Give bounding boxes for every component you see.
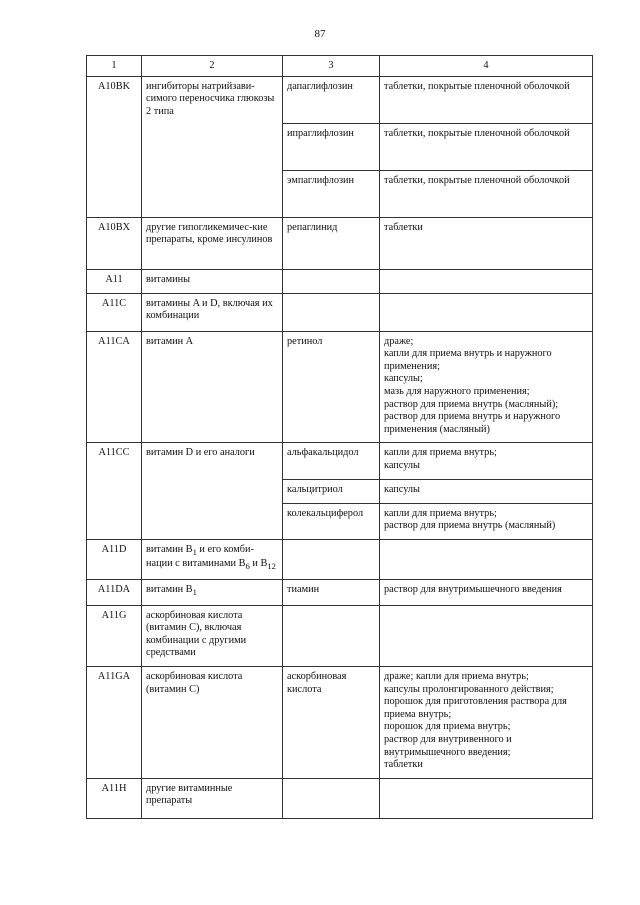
table-row: [87, 331, 593, 443]
table-row: [87, 443, 593, 479]
subscript: 6: [245, 561, 250, 572]
dosage-forms: [380, 539, 593, 579]
group-name: [142, 539, 283, 579]
atc-code: A11D: [87, 539, 142, 579]
drug-name: колекальциферол: [283, 503, 380, 539]
drug-name: [283, 778, 380, 818]
column-header: 4: [380, 56, 593, 77]
group-name-text: витамин B: [146, 584, 193, 595]
group-name-text: и B: [249, 558, 268, 570]
drug-name: аскорбиновая кислота: [283, 667, 380, 779]
group-name: витамины A и D, включая их комбинации: [142, 293, 283, 331]
table-row: [87, 76, 593, 123]
atc-code: A11CC: [87, 443, 142, 539]
atc-code: A11C: [87, 293, 142, 331]
atc-code: A11GA: [87, 667, 142, 779]
group-name: другие витаминные препараты: [142, 778, 283, 818]
dosage-forms: капсулы: [380, 479, 593, 503]
dosage-forms: таблетки, покрытые пленочной оболочкой: [380, 76, 593, 123]
dosage-forms: раствор для внутримышечного введения: [380, 580, 593, 606]
header-row: [87, 56, 593, 77]
atc-code: A11CA: [87, 331, 142, 443]
table-row: [87, 269, 593, 293]
dosage-forms: капли для приема внутрь; капсулы: [380, 443, 593, 479]
atc-code: A11: [87, 269, 142, 293]
group-name: [142, 580, 283, 606]
subscript: 1: [192, 587, 197, 598]
drug-name: репаглинид: [283, 217, 380, 269]
atc-code: A10BK: [87, 76, 142, 217]
dosage-forms: [380, 605, 593, 666]
drug-name: дапаглифлозин: [283, 76, 380, 123]
page-number: 87: [314, 28, 326, 40]
group-name: витамины: [142, 269, 283, 293]
dosage-forms: капли для приема внутрь; раствор для приема внутрь (масляный): [380, 503, 593, 539]
table-row: [87, 605, 593, 666]
table-row: [87, 778, 593, 818]
dosage-forms: [380, 293, 593, 331]
drug-name: ретинол: [283, 331, 380, 443]
group-name-text: и его комби-нации с витаминами B: [146, 543, 254, 570]
atc-code: A11H: [87, 778, 142, 818]
drug-name: [283, 605, 380, 666]
column-header: 2: [142, 56, 283, 77]
group-name: витамин A: [142, 331, 283, 443]
table-row: [87, 667, 593, 779]
group-name: ингибиторы натрийзави-симого переносчика глюкозы 2 типа: [142, 76, 283, 217]
atc-code: A11G: [87, 605, 142, 666]
dosage-forms: таблетки: [380, 217, 593, 269]
column-header: 3: [283, 56, 380, 77]
drug-name: тиамин: [283, 580, 380, 606]
drug-name: [283, 293, 380, 331]
medicines-table: [86, 55, 593, 819]
table-row: [87, 580, 593, 606]
atc-code: A11DA: [87, 580, 142, 606]
group-name: аскорбиновая кислота (витамин C), включая комбинации с другими средствами: [142, 605, 283, 666]
dosage-forms: драже; капли для приема внутрь; капсулы пролонгированного действия; порошок для приготовления раствора для приема внутрь; порошок для приема внутрь; раствор для внутривенного и внутримышечного введения; таблетки: [380, 667, 593, 779]
table-row: [87, 217, 593, 269]
group-name: аскорбиновая кислота (витамин C): [142, 667, 283, 779]
drug-name: кальцитриол: [283, 479, 380, 503]
column-header: 1: [87, 56, 142, 77]
dosage-forms: драже; капли для приема внутрь и наружного применения; капсулы; мазь для наружного применения; раствор для приема внутрь (масляный); раствор для приема внутрь и наружного применения (масляный): [380, 331, 593, 443]
dosage-forms: [380, 269, 593, 293]
subscript: 1: [192, 546, 197, 557]
table-row: [87, 293, 593, 331]
group-name: витамин D и его аналоги: [142, 443, 283, 539]
group-name-text: витамин B: [146, 543, 193, 555]
drug-name: альфакальцидол: [283, 443, 380, 479]
atc-code: A10BX: [87, 217, 142, 269]
drug-name: [283, 269, 380, 293]
dosage-forms: таблетки, покрытые пленочной оболочкой: [380, 170, 593, 217]
drug-name: эмпаглифлозин: [283, 170, 380, 217]
drug-name: [283, 539, 380, 579]
table-row: [87, 539, 593, 579]
subscript: 12: [267, 561, 276, 572]
group-name: другие гипогликемичес-кие препараты, кроме инсулинов: [142, 217, 283, 269]
dosage-forms: таблетки, покрытые пленочной оболочкой: [380, 123, 593, 170]
dosage-forms: [380, 778, 593, 818]
drug-name: ипраглифлозин: [283, 123, 380, 170]
